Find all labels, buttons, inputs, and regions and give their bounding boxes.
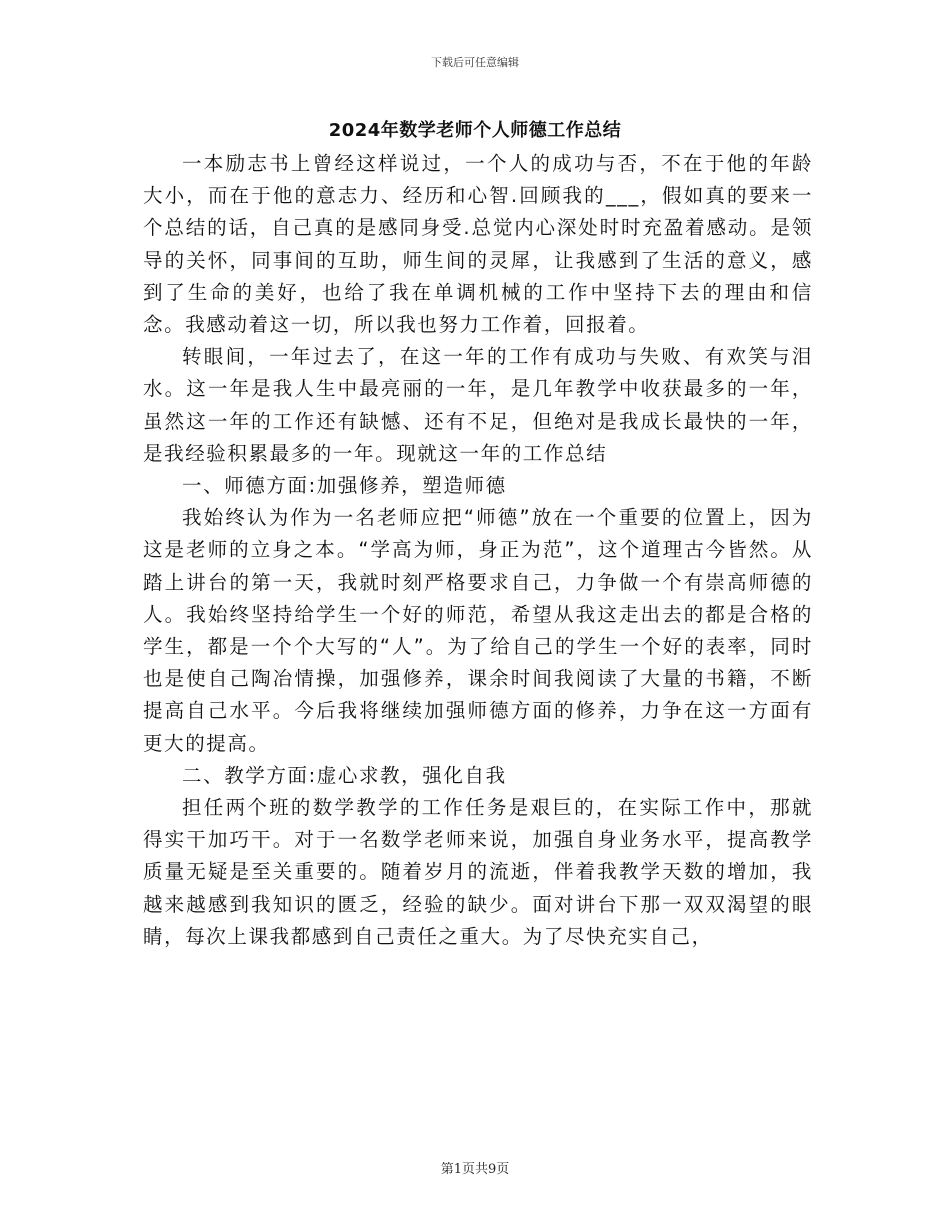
page-number: 第1页共9页 bbox=[440, 1162, 510, 1177]
paragraph-teaching: 担任两个班的数学教学的工作任务是艰巨的，在实际工作中，那就得实干加巧干。对于一名数学老师来说，加强自身业务水平，提高教学质量无疑是至关重要的。随着岁月的流逝，伴着我教学天数的增加，我越来越感到我知识的匮乏，经验的缺少。面对讲台下那一双双渴望的眼睛，每次上课我都感到自己责任之重大。为了尽快充实自己， bbox=[143, 796, 813, 948]
paragraph-ethics: 我始终认为作为一名老师应把“师德”放在一个重要的位置上，因为这是老师的立身之本。“学高为师，身正为范”，这个道理古今皆然。从踏上讲台的第一天，我就时刻严格要求自己，力争做一个有崇高师德的人。我始终坚持给学生一个好的师范，希望从我这走出去的都是合格的学生，都是一个个大写的“人”。为了给自己的学生一个好的表率，同时也是使自己陶冶情操，加强修养，课余时间我阅读了大量的书籍，不断提高自己水平。今后我将继续加强师德方面的修养，力争在这一方面有更大的提高。 bbox=[143, 506, 813, 755]
section-heading-teaching: 二、教学方面:虚心求教，强化自我 bbox=[182, 763, 507, 787]
section-heading-ethics: 一、师德方面:加强修养，塑造师德 bbox=[182, 474, 507, 498]
paragraph-intro: 一本励志书上曾经这样说过，一个人的成功与否，不在于他的年龄大小，而在于他的意志力、经历和心智.回顾我的___，假如真的要来一个总结的话，自己真的是感同身受.总觉内心深处时时充盈着感动。是领导的关怀，同事间的互助，师生间的灵犀，让我感到了生活的意义，感到了生命的美好，也给了我在单调机械的工作中坚持下去的理由和信念。我感动着这一切，所以我也努力工作着，回报着。 bbox=[143, 152, 813, 337]
document-title: 2024年数学老师个人师德工作总结 bbox=[328, 120, 622, 141]
header-note: 下载后可任意编辑 bbox=[431, 56, 519, 69]
document-body bbox=[143, 148, 813, 953]
paragraph-year-review: 转眼间，一年过去了，在这一年的工作有成功与失败、有欢笑与泪水。这一年是我人生中最亮丽的一年，是几年教学中收获最多的一年，虽然这一年的工作还有缺憾、还有不足，但绝对是我成长最快的一年，是我经验积累最多的一年。现就这一年的工作总结 bbox=[143, 345, 813, 465]
